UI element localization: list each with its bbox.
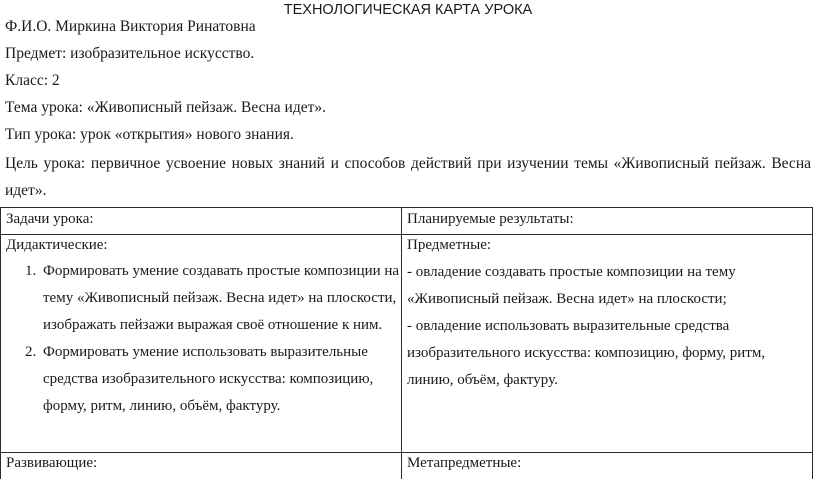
topic-line: Тема урока: «Живописный пейзаж. Весна идет». [5,99,326,116]
list-item [0,339,400,420]
lesson-goal: Цель урока: первичное усвоение новых знаний и способов действий при изучении темы «Живописный пейзаж. Весна идет». [5,155,811,199]
document-title: ТЕХНОЛОГИЧЕСКАЯ КАРТА УРОКА [283,2,533,18]
subject-line: Предмет: изобразительное искусство. [5,45,255,62]
list-item-text: Формировать умение использовать выразительные средства изобразительного искусства: композицию, форму, ритм, линию, объём, фактуру. [43,344,374,414]
table-row-divider [0,452,813,453]
subject-results-label: Предметные: [407,237,492,253]
table-column-divider [401,207,402,479]
result-item: - овладение создавать простые композиции на тему «Живописный пейзаж. Весна идет» на плоскости; [407,264,736,307]
header-tasks: Задачи урока: [6,211,94,227]
list-item-text: Формировать умение создавать простые композиции на тему «Живописный пейзаж. Весна идет» на плоскости, изображать пейзажи выражая своё отношение к ним. [43,263,400,333]
teacher-name: Ф.И.О. Миркина Виктория Ринатовна [5,18,256,35]
table-border-right [812,207,813,479]
didactic-task-list [0,258,400,420]
didactic-label: Дидактические: [6,237,108,253]
list-number: 1. [25,263,37,279]
table-row-divider [0,234,813,235]
list-item [0,258,400,339]
result-item: - овладение использовать выразительные средства изобразительного искусства: композицию, форму, ритм, линию, объём, фактуру. [407,318,766,388]
lesson-type-line: Тип урока: урок «открытия» нового знания. [5,126,294,143]
header-results: Планируемые результаты: [407,211,574,227]
meta-results-label: Метапредметные: [407,455,522,471]
table-border-top [0,207,813,208]
list-number: 2. [25,344,37,360]
grade-line: Класс: 2 [5,72,60,89]
developing-label: Развивающие: [6,455,98,471]
subject-results [407,259,807,394]
